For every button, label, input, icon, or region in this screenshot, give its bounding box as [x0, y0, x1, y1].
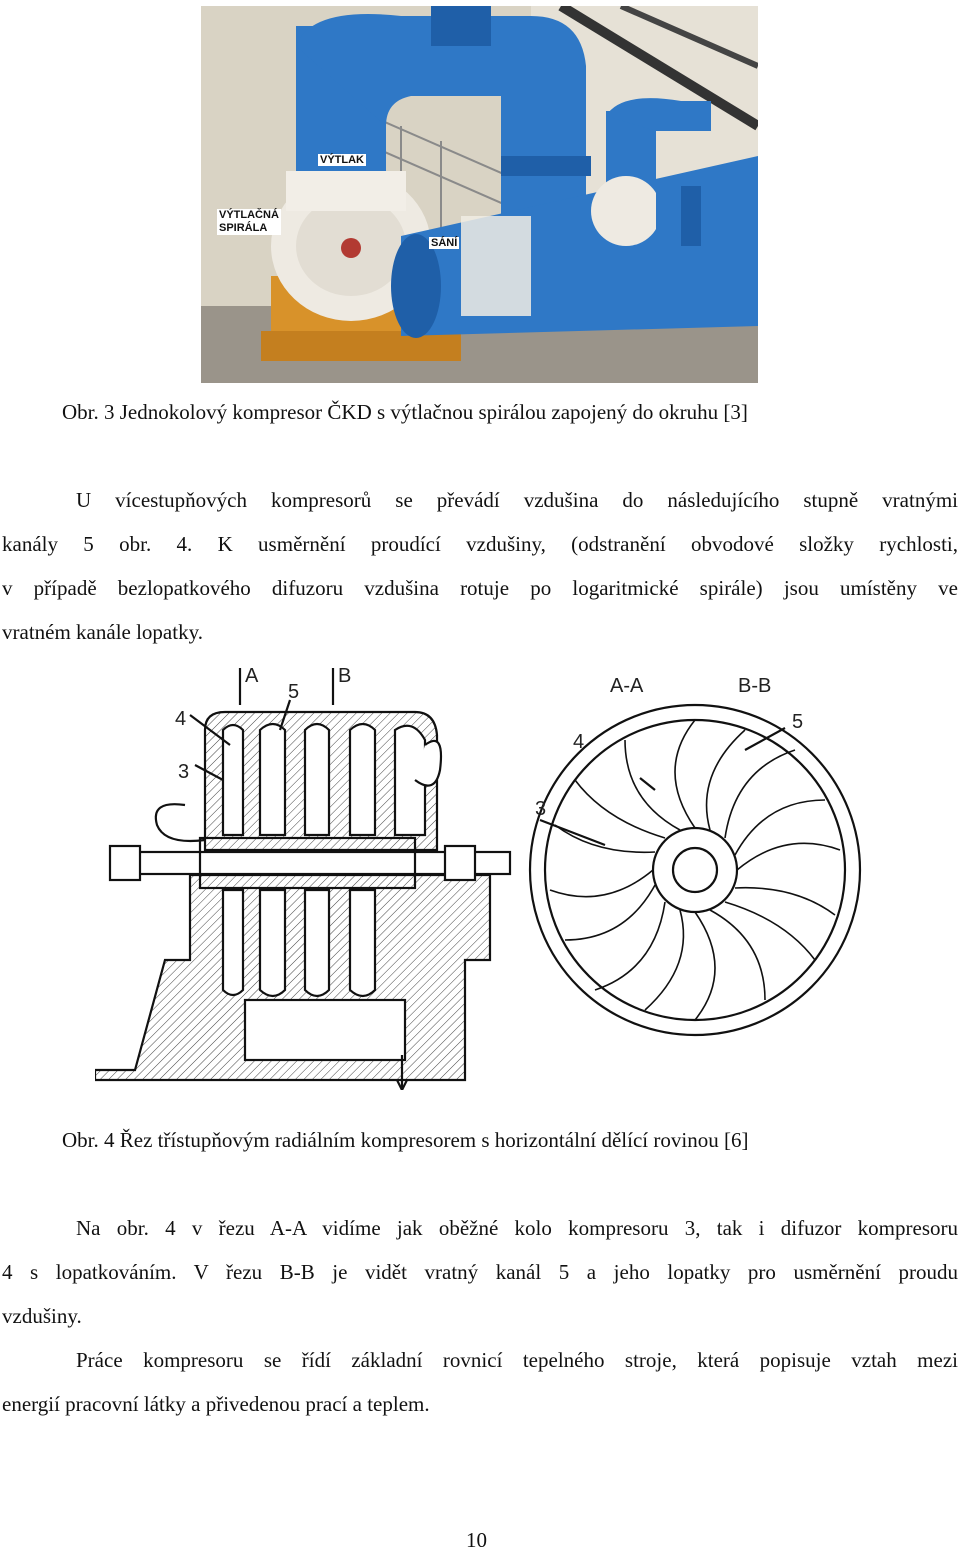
paragraph-1-line-3: v případě bezlopatkového difuzoru vzdušina rotuje po logaritmické spirále) jsou umístěny ve [2, 576, 958, 600]
paragraph-3-line-1: Práce kompresoru se řídí základní rovnicí tepelného stroje, která popisuje vztah mezi [76, 1348, 958, 1372]
label-channel-5: 5 [288, 681, 300, 703]
compressor-section-drawing [95, 660, 875, 1090]
paragraph-3 [2, 1338, 958, 1426]
paragraph-3-line-2: energií pracovní látky a přivedenou prací a teplem. [2, 1392, 430, 1416]
label-vytlacna: VÝTLAČNÁ [219, 209, 279, 221]
page-number: 10 [466, 1528, 487, 1552]
label-section-b: B [338, 665, 352, 687]
label-spirala: SPIRÁLA [219, 222, 268, 234]
paragraph-2 [2, 1206, 958, 1338]
paragraph-1-line-2: kanály 5 obr. 4. K usměrnění proudící vzdušiny, (odstranění obvodové složky rychlosti, [2, 532, 958, 556]
figure-4-caption: Obr. 4 Řez třístupňovým radiálním kompresorem s horizontální dělící rovinou [6] [62, 1128, 749, 1152]
label-section-a: A [245, 665, 259, 687]
paragraph-1 [2, 478, 958, 654]
paragraph-1-line-4: vratném kanále lopatky. [2, 620, 203, 644]
paragraph-1-line-1: U vícestupňových kompresorů se převádí vzdušina do následujícího stupně vratnými [76, 488, 958, 512]
label-vytlacna-spirala [217, 209, 281, 235]
paragraph-2-line-3: vzdušiny. [2, 1304, 82, 1328]
compressor-photo-illustration [201, 6, 758, 383]
label-impeller-3: 3 [178, 761, 190, 783]
compressor-photo [201, 6, 758, 383]
label-diffuser-vanes-4: 4 [573, 731, 585, 753]
figure-4-drawing [95, 660, 875, 1090]
label-return-channel-5: 5 [792, 711, 804, 733]
label-sani: SÁNÍ [431, 237, 458, 249]
paragraph-2-line-1: Na obr. 4 v řezu A-A vidíme jak oběžné kolo kompresoru 3, tak i difuzor kompresoru [76, 1216, 958, 1240]
label-impeller-blades-3: 3 [535, 798, 547, 820]
label-vytlak: VÝTLAK [320, 154, 364, 166]
label-diffuser-4: 4 [175, 708, 187, 730]
figure-3-caption: Obr. 3 Jednokolový kompresor ČKD s výtlačnou spirálou zapojený do okruhu [3] [62, 400, 748, 424]
label-section-aa: A-A [610, 675, 644, 697]
label-section-bb: B-B [738, 675, 772, 697]
paragraph-2-line-2: 4 s lopatkováním. V řezu B-B je vidět vratný kanál 5 a jeho lopatky pro usměrnění proudu [2, 1260, 958, 1284]
